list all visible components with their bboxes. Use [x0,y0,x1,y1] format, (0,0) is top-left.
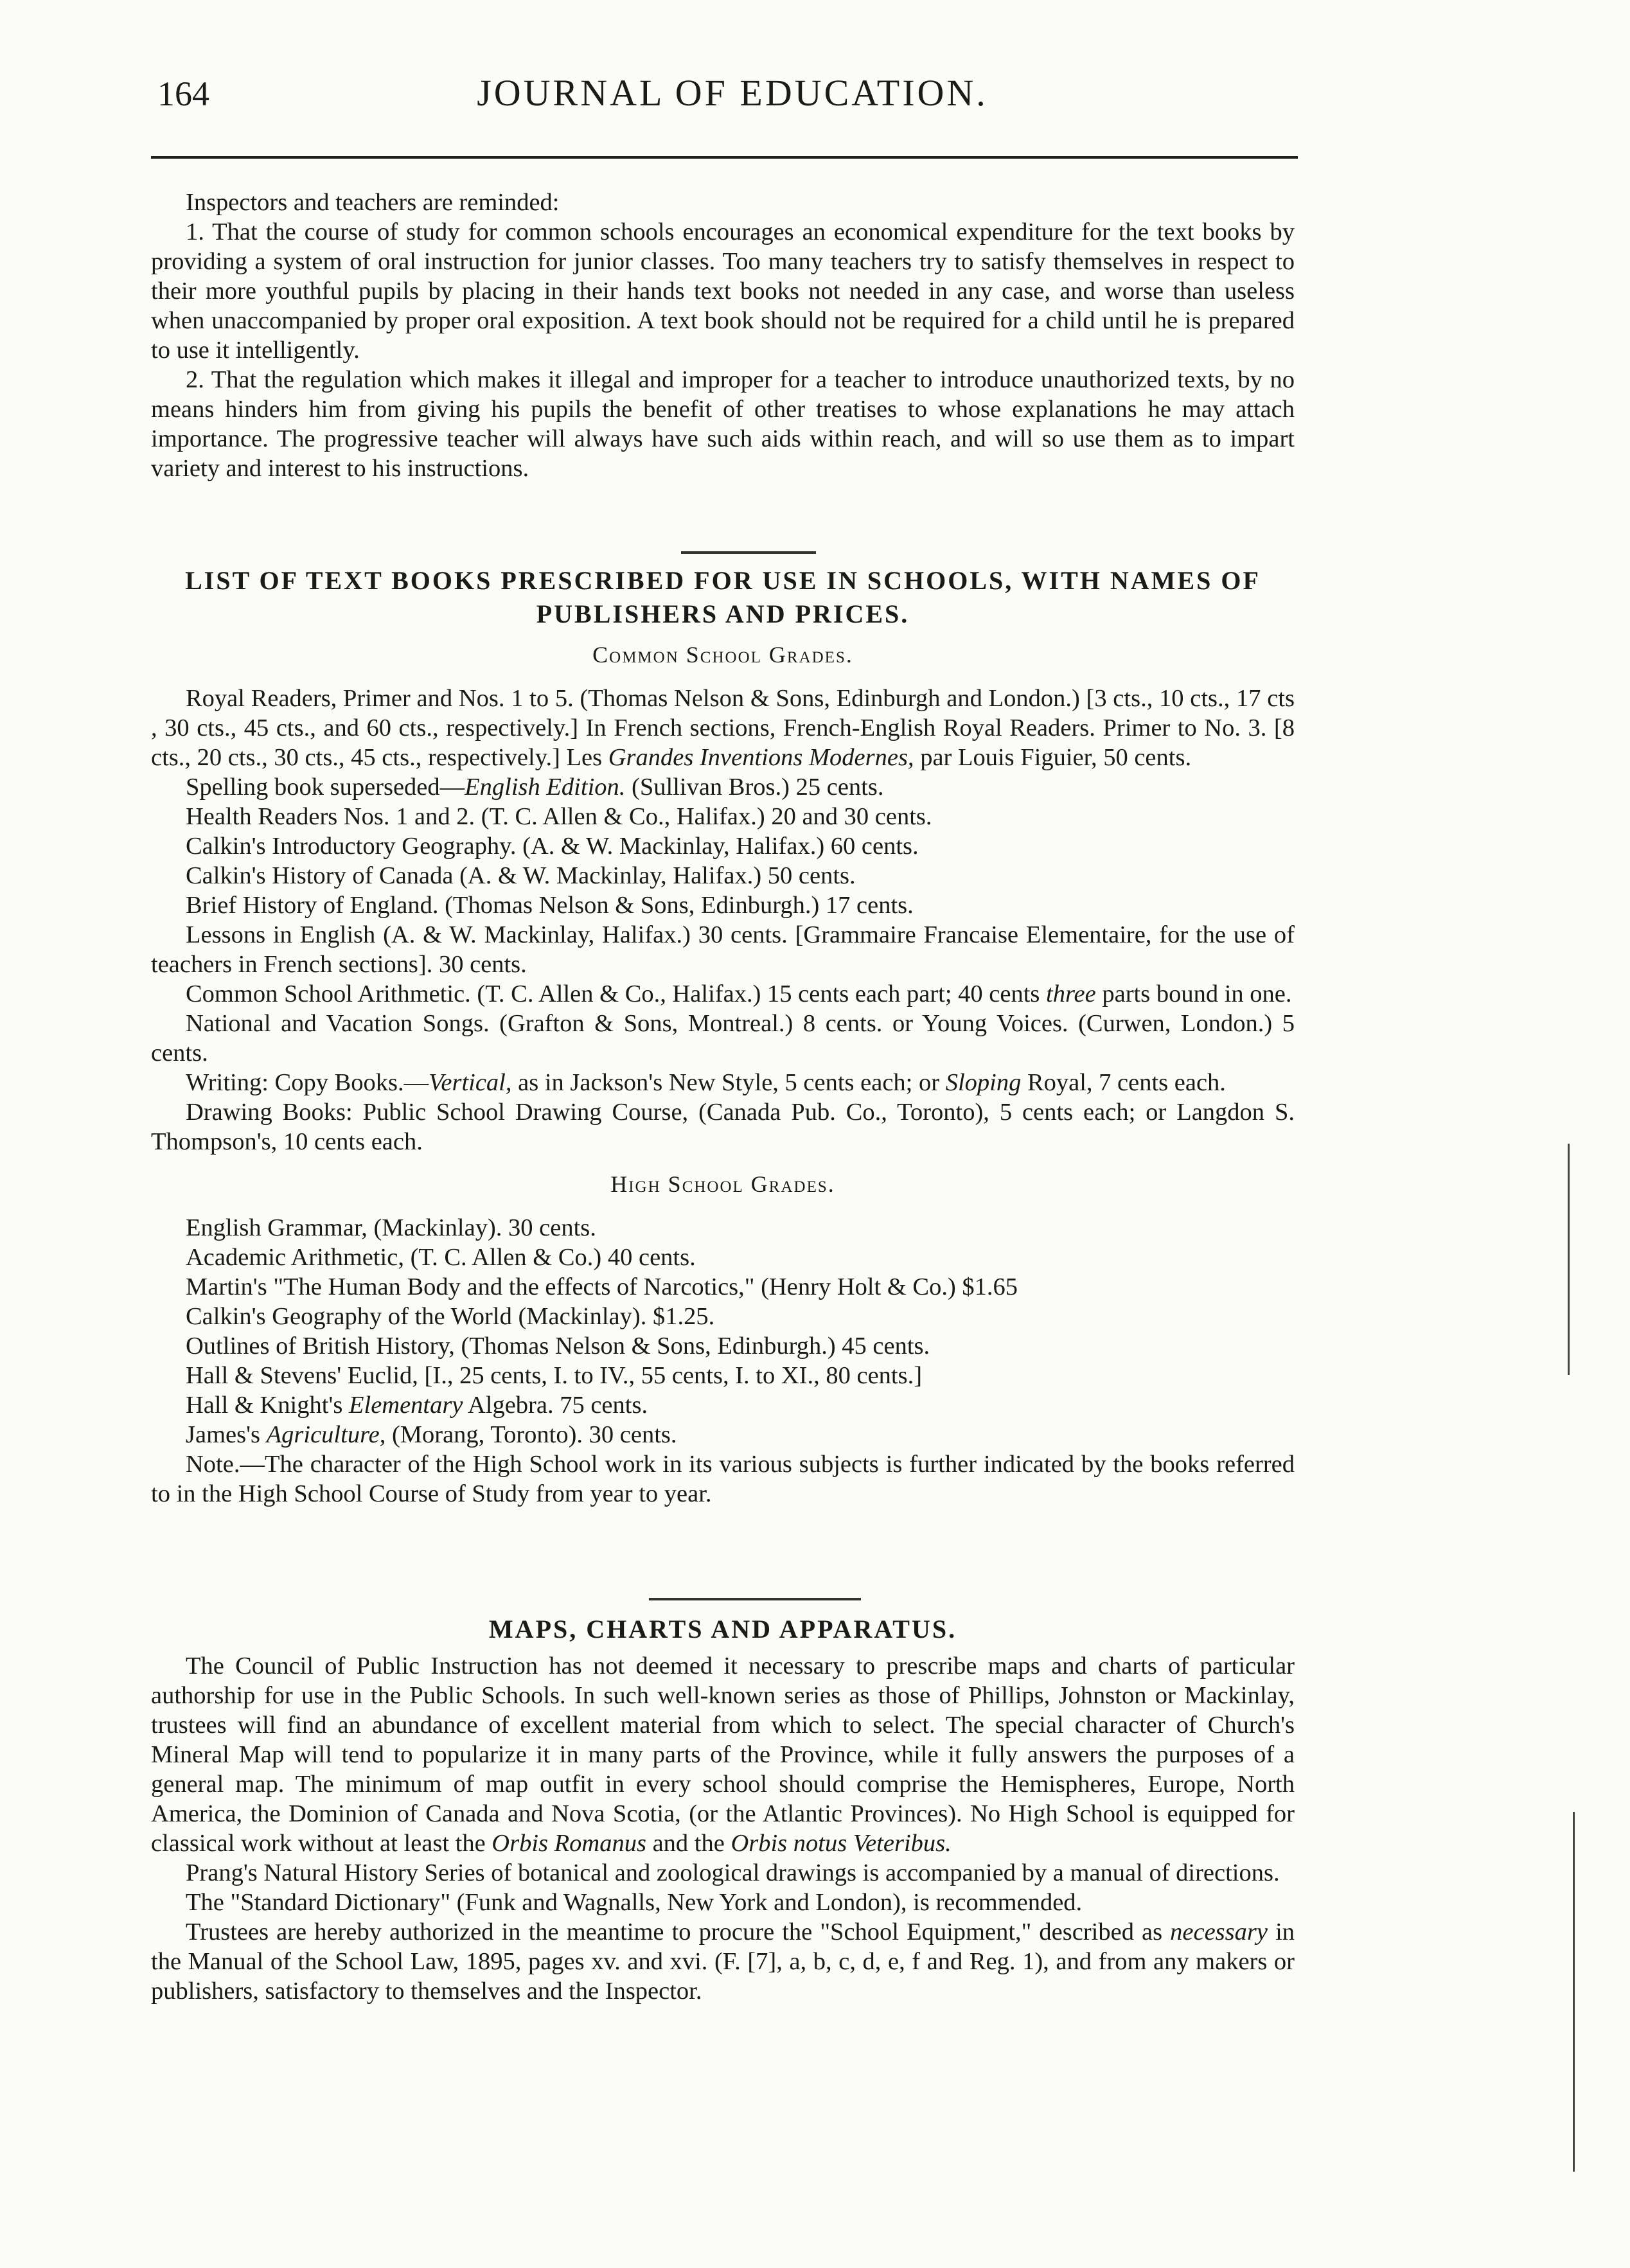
section-rule-1 [681,551,816,554]
entry-text: Royal, 7 cents each. [1027,1069,1226,1096]
maps-heading: MAPS, CHARTS AND APPARATUS. [488,1615,957,1643]
entry-text: as in Jackson's New Style, 5 cents each; or [518,1069,940,1096]
intro-section [151,188,1295,483]
entry-title-italic: three [1046,980,1096,1007]
maps-paragraph-2: Prang's Natural History Series of botanical and zoological drawings is accompanied by a manual of directions. [186,1859,1280,1886]
entry-title-italic: Grandes Inventions Modernes, [608,744,914,771]
textbook-entry [151,684,1295,772]
journal-title: JOURNAL OF EDUCATION. [477,72,988,114]
entry-text: par Louis Figuier, 50 cents. [920,744,1192,771]
page-number: 164 [157,75,209,113]
textbooks-section [151,564,1295,1509]
paragraph-italic: Orbis Romanus [492,1830,646,1857]
textbook-entry [151,1420,1295,1449]
maps-paragraph-3: The "Standard Dictionary" (Funk and Wagnalls, New York and London), is recommended. [186,1889,1083,1916]
textbook-entry: Brief History of England. (Thomas Nelson & Sons, Edinburgh.) 17 cents. [186,892,914,919]
intro-point-2: 2. That the regulation which makes it illegal and improper for a teacher to introduce unauthorized texts, by no means hinders him from giving his pupils the benefit of other treatises to whose explanations he may attach importance. The progressive teacher will always have such aids within reach, and will so use them as to impart variety and interest to his instructions. [151,366,1295,482]
textbook-entry [151,1068,1295,1097]
textbook-entry: Hall & Stevens' Euclid, [I., 25 cents, I. to IV., 55 cents, I. to XI., 80 cents.] [186,1362,923,1389]
textbook-entry: National and Vacation Songs. (Grafton & Sons, Montreal.) 8 cents. or Young Voices. (Curwen, London.) 5 cents. [151,1010,1295,1067]
paragraph-text: in the Manual of the School Law, 1895, pages xv. and xvi. (F. [7], a, b, c, d, e, f and Reg. 1), and from any makers or publishers, satisfactory to themselves and the Inspector. [151,1918,1295,2005]
paragraph-italic: Orbis notus Veteribus. [731,1830,952,1857]
intro-point-1: 1. That the course of study for common schools encourages an economical expenditure for the text books by providing a system of oral instruction for junior classes. Too many teachers try to satisfy themselves in respect to their more youthful pupils by placing in their hands text books not needed in any case, and worse than useless when unaccompanied by proper oral exposition. A text book should not be required for a child until he is prepared to use it intelligently. [151,218,1295,364]
textbook-entry [151,1390,1295,1420]
entry-text: Common School Arithmetic. (T. C. Allen & Co., Halifax.) 15 cents each part; 40 cents [186,980,1040,1007]
margin-mark [1573,1812,1575,2172]
textbook-entry: English Grammar, (Mackinlay). 30 cents. [186,1214,596,1241]
textbook-entry: Health Readers Nos. 1 and 2. (T. C. Allen & Co., Halifax.) 20 and 30 cents. [186,803,932,830]
entry-title-italic: Agriculture, [266,1421,386,1448]
entry-text: Spelling book superseded— [186,774,465,801]
entry-title-italic: Vertical, [429,1069,512,1096]
entry-text: Algebra. 75 cents. [467,1392,648,1419]
textbook-entry: Calkin's History of Canada (A. & W. Mackinlay, Halifax.) 50 cents. [186,862,856,889]
intro-lead: Inspectors and teachers are reminded: [186,189,560,216]
paragraph-italic: necessary [1170,1918,1268,1945]
paragraph-text: Trustees are hereby authorized in the meantime to procure the "School Equipment," described as [186,1918,1163,1945]
textbook-entry [151,772,1295,802]
textbook-entry: Academic Arithmetic, (T. C. Allen & Co.) 40 cents. [186,1244,696,1271]
maps-section [151,1613,1295,2006]
entry-text: Les [566,744,603,771]
maps-paragraph-4 [151,1917,1295,2006]
page-header [151,61,1314,132]
section-rule-2 [649,1598,861,1600]
high-grades-heading: High School Grades. [610,1171,835,1197]
header-rule [151,156,1298,159]
textbooks-heading-line-2: PUBLISHERS AND PRICES. [536,599,910,628]
high-school-note: Note.—The character of the High School work in its various subjects is further indicated by the books referred to in the High School Course of Study from year to year. [151,1451,1295,1507]
entry-text: Royal Readers, Primer and Nos. 1 to 5. (Thomas Nelson & Sons, Edinburgh and London.) [3 cts., 10 cts., 17 cts , 30 cts., 45 cts., and 60 cts., respectively.] In French sections, French-English Royal Readers. Primer to No. 3. [8 cts., 20 cts., 30 cts., 45 cts., respectively.] [151,685,1295,771]
entry-text: parts bound in one. [1102,980,1292,1007]
textbook-entry [151,979,1295,1009]
paragraph-text: The Council of Public Instruction has not deemed it necessary to prescribe maps and charts of particular authorship for use in the Public Schools. In such well-known series as those of Phillips, Johnston or Mackinlay, trustees will find an abundance of excellent material from which to select. The special character of Church's Mineral Map will tend to popularize it in many parts of the Province, while it fully answers the purposes of a general map. The minimum of map outfit in every school should comprise the Hemispheres, Europe, North America, the Dominion of Canada and Nova Scotia, (or the Atlantic Provinces). No High School is equipped for classical work without at least the [151,1652,1295,1857]
textbook-entry: Calkin's Geography of the World (Mackinlay). $1.25. [186,1303,715,1330]
entry-title-italic: Elementary [348,1392,463,1419]
entry-text: Hall & Knight's [186,1392,343,1419]
paragraph-text: and the [652,1830,725,1857]
common-grades-heading: Common School Grades. [592,642,853,668]
textbook-entry: Martin's "The Human Body and the effects of Narcotics," (Henry Holt & Co.) $1.65 [186,1273,1018,1300]
textbook-entry: Drawing Books: Public School Drawing Course, (Canada Pub. Co., Toronto), 5 cents each; or Langdon S. Thompson's, 10 cents each. [151,1099,1295,1155]
textbooks-heading-line-1: LIST OF TEXT BOOKS PRESCRIBED FOR USE IN SCHOOLS, WITH NAMES OF [185,566,1261,595]
entry-title-italic: Sloping [945,1069,1022,1096]
textbook-entry: Outlines of British History, (Thomas Nelson & Sons, Edinburgh.) 45 cents. [186,1333,930,1360]
margin-mark [1568,1144,1570,1375]
maps-paragraph-1 [151,1651,1295,1858]
entry-text: (Morang, Toronto). 30 cents. [391,1421,677,1448]
entry-text: (Sullivan Bros.) 25 cents. [632,774,884,801]
entry-title-italic: English Edition. [465,774,626,801]
textbook-entry: Calkin's Introductory Geography. (A. & W. Mackinlay, Halifax.) 60 cents. [186,833,919,860]
entry-text: James's [186,1421,261,1448]
entry-text: Writing: Copy Books.— [186,1069,429,1096]
textbook-entry: Lessons in English (A. & W. Mackinlay, Halifax.) 30 cents. [Grammaire Francaise Elementaire, for the use of teachers in French sections]. 30 cents. [151,921,1295,978]
